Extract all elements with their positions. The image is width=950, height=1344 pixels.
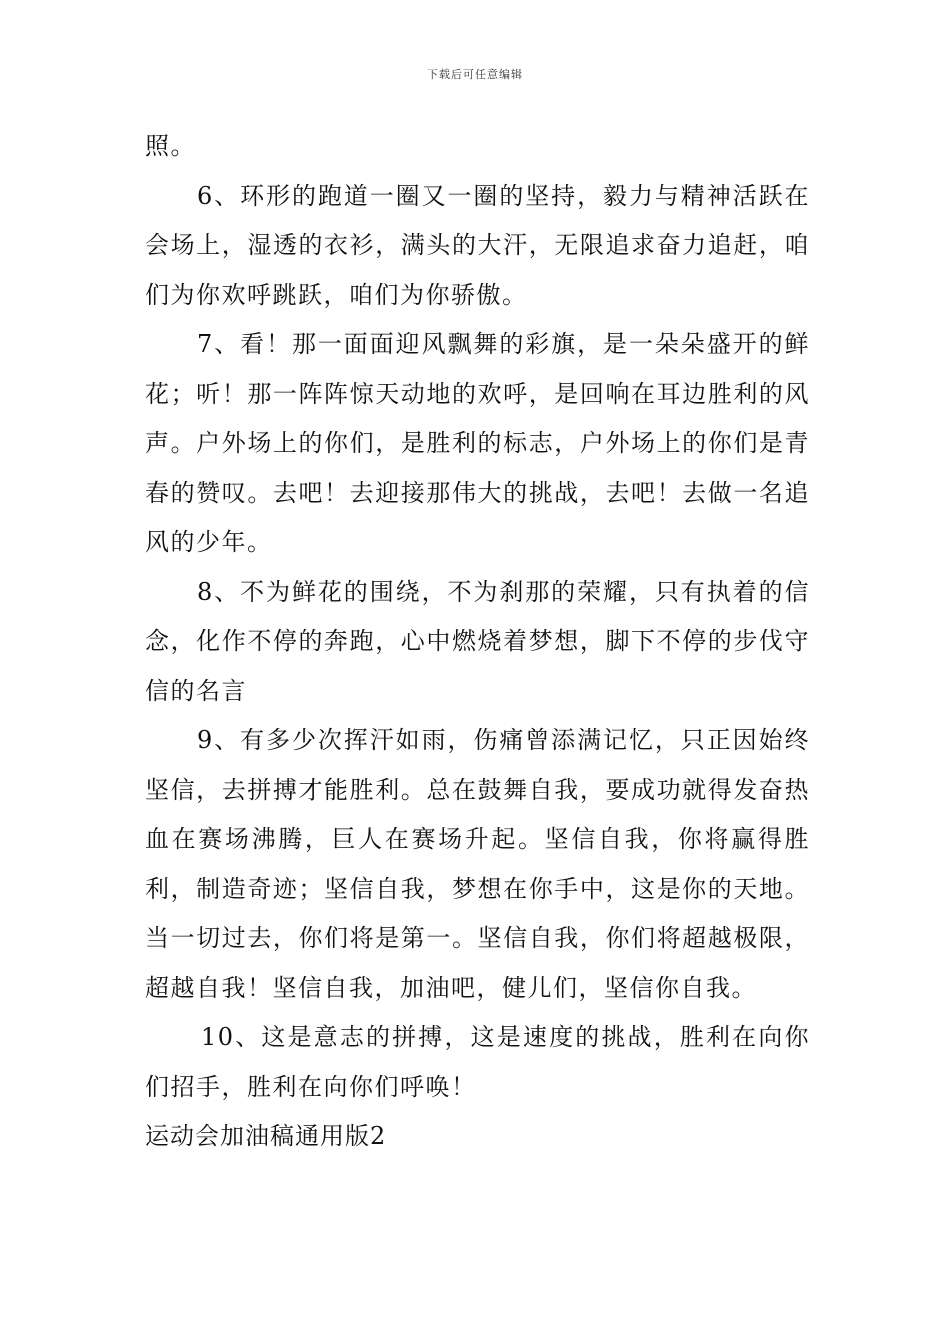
paragraph-8: 8、不为鲜花的围绕，不为刹那的荣耀，只有执着的信念，化作不停的奔跑，心中燃烧着梦想，脚下不停的步伐守信的名言 [145,577,810,705]
document-body [145,122,810,1162]
header-note: 下载后可任意编辑 [427,68,523,81]
paragraph-9: 9、有多少次挥汗如雨，伤痛曾添满记忆，只正因始终坚信，去拼搏才能胜利。总在鼓舞自我，要成功就得发奋热血在赛场沸腾，巨人在赛场升起。坚信自我，你将赢得胜利，制造奇迹；坚信自我，梦想在你手中，这是你的天地。当一切过去，你们将是第一。坚信自我，你们将超越极限，超越自我！坚信自我，加油吧，健儿们，坚信你自我。 [145,726,810,1002]
paragraph-6: 6、环形的跑道一圈又一圈的坚持，毅力与精神活跃在会场上，湿透的衣衫，满头的大汗，无限追求奋力追赶，咱们为你欢呼跳跃，咱们为你骄傲。 [145,181,810,309]
paragraph-7: 7、看！那一面面迎风飘舞的彩旗，是一朵朵盛开的鲜花；听！那一阵阵惊天动地的欢呼，是回响在耳边胜利的风声。户外场上的你们，是胜利的标志，户外场上的你们是青春的赞叹。去吧！去迎接那伟大的挑战，去吧！去做一名追风的少年。 [145,330,810,556]
paragraph-10: 10、这是意志的拼搏，这是速度的挑战，胜利在向你们招手，胜利在向你们呼唤！ [145,1023,810,1101]
section-title: 运动会加油稿通用版2 [145,1122,387,1150]
paragraph-continuation: 照。 [145,132,196,160]
